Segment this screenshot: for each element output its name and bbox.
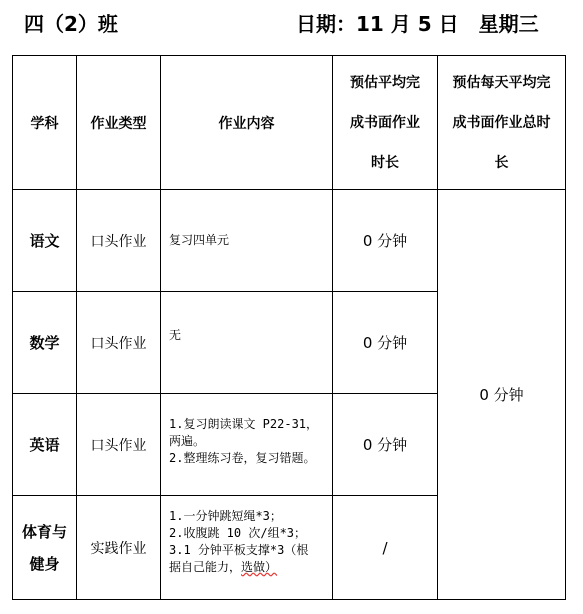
- subject-line: 健身: [29, 554, 60, 573]
- content-cell: [161, 190, 333, 292]
- content-cell: [161, 394, 333, 496]
- type-cell: 口头作业: [77, 292, 161, 394]
- header-line: 成书面作业总时: [452, 114, 551, 131]
- header-line: 时长: [371, 154, 399, 171]
- content-line: 3.1 分钟平板支撑*3（根: [169, 543, 309, 557]
- column-header-written-time: [333, 56, 438, 190]
- homework-table: [12, 55, 566, 600]
- date-weekday: 日期：11 月 5 日 星期三: [296, 12, 539, 36]
- time-cell: 0 分钟: [333, 394, 438, 496]
- column-header-type: 作业类型: [77, 56, 161, 190]
- content-line: 两遍。: [169, 434, 206, 448]
- content-cell: [161, 292, 333, 394]
- content-line: 复习四单元: [169, 233, 230, 247]
- daily-total-cell: 0 分钟: [438, 190, 566, 600]
- content-line: 2.整理练习卷，复习错题。: [169, 451, 316, 465]
- time-cell: 0 分钟: [333, 292, 438, 394]
- header-line: 长: [494, 154, 509, 171]
- type-cell: 实践作业: [77, 496, 161, 600]
- header-line: 成书面作业: [350, 114, 420, 131]
- subject-cell: [13, 496, 77, 600]
- table-row-chinese: [13, 190, 566, 292]
- subject-cell: 语文: [13, 190, 77, 292]
- content-line: 1.一分钟跳短绳*3；: [169, 509, 282, 523]
- content-text-spellcheck: 选做）: [241, 560, 278, 574]
- content-text: 据自己能力，: [169, 560, 242, 574]
- header-line: 预估每天平均完: [452, 74, 551, 91]
- column-header-subject: 学科: [13, 56, 77, 190]
- type-cell: 口头作业: [77, 394, 161, 496]
- content-line: [169, 559, 326, 576]
- subject-line: 体育与: [21, 522, 67, 541]
- content-line: 无: [169, 328, 182, 342]
- header-line: 预估平均完: [350, 74, 420, 91]
- content-line: 2.收腹跳 10 次/组*3；: [169, 526, 307, 540]
- subject-cell: 数学: [13, 292, 77, 394]
- content-line: 1.复习朗读课文 P22-31，: [169, 417, 319, 431]
- content-cell: [161, 496, 333, 600]
- type-cell: 口头作业: [77, 190, 161, 292]
- table-header-row: [13, 56, 566, 190]
- column-header-daily-total: [438, 56, 566, 190]
- subject-cell: 英语: [13, 394, 77, 496]
- time-cell: 0 分钟: [333, 190, 438, 292]
- time-cell: /: [333, 496, 438, 600]
- class-title: 四（2）班: [24, 12, 118, 36]
- column-header-content: 作业内容: [161, 56, 333, 190]
